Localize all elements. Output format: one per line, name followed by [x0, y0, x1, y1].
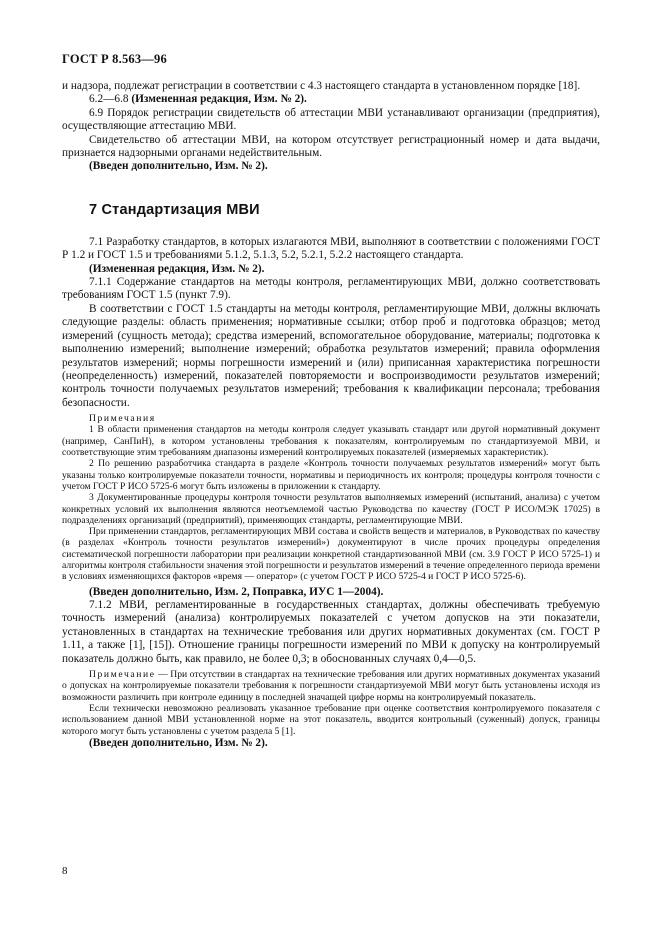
note-text: — При отсутствии в стандартах на технические требования или других нормативных документах указаний о допусках на контролируемые показатели требования к погрешности стандартизуемой МВИ могут быть установлены исходя из возможности различить при контроле единицу в последней значащей цифре нормы на контролируемый показатель. [62, 669, 600, 703]
note: Если технически невозможно реализовать указанное требование при оценке соответствия контролируемого показателя с использованием данной МВИ установленной норме на этот показатель, вводится контрольный (суженный) допуск, границы которого могут быть установлены с учетом раздела 5 [1]. [62, 702, 600, 737]
note: 2 По решению разработчика стандарта в разделе «Контроль точности получаемых результатов измерений» могут быть указаны только контролируемые показатели точности, нормативы и периодичность их контроля; процедуры контроля точности с учетом ГОСТ Р ИСО 5725-6 могут быть изложены в приложении к стандарту. [62, 458, 600, 492]
section-heading: 7 Стандартизация МВИ [89, 201, 260, 218]
amendment-note: (Измененная редакция, Изм. № 2). [89, 262, 265, 275]
note: 1 В области применения стандартов на методы контроля следует указывать стандарт или другой нормативный документ (например, СанПиН), в котором установлены требования к показателям, контролируемым по стандартизуемой МВИ, и соответствующие этим требованиям диапазоны измерений контролируемых показателей (измеряемых характеристик). [62, 424, 600, 459]
page-body [62, 80, 600, 750]
notes-title: Примечания [89, 413, 156, 425]
paragraph: 7.1.2 МВИ, регламентированные в государственных стандартах, должны обеспечивать требуемую точность измерений (анализа) контролируемых показателей с учетом допусков на эти показатели, установленных в стандартах на технические требования или других нормативных документах (см. ГОСТ Р 1.11, а также [1], [15]). Отношение границы погрешности измерений по МВИ к допуску на контролируемый показатель должно быть, как правило, не более 0,3; в обоснованных случаях 0,4—0,5. [62, 598, 600, 665]
page-number: 8 [62, 865, 68, 877]
paragraph-amendment [62, 93, 600, 106]
amendment-note: (Введен дополнительно, Изм. № 2). [89, 160, 268, 173]
note-label: Примечание [89, 669, 156, 681]
paragraph: 7.1.1 Содержание стандартов на методы контроля, регламентирующих МВИ, должно соответствовать требованиям ГОСТ 1.5 (пункт 7.9). [62, 276, 600, 302]
paragraph: 7.1 Разработку стандартов, в которых излагаются МВИ, выполняют в соответствии с положениями ГОСТ Р 1.2 и ГОСТ 1.5 и требованиями 5.1.2, 5.1.3, 5.2, 5.2.1, 5.2.2 настоящего стандарта. [62, 235, 600, 262]
amendment-note: (Введен дополнительно, Изм. 2, Поправка, ИУС 1—2004). [89, 585, 384, 598]
amendment-note: (Измененная редакция, Изм. № 2). [131, 93, 307, 106]
page-header: ГОСТ Р 8.563—96 [62, 52, 167, 66]
paragraph: Свидетельство об аттестации МВИ, на котором отсутствует регистрационный номер и дата выдачи, признается надзорными органами недействительным. [62, 133, 600, 160]
paragraph: и надзора, подлежат регистрации в соответствии с 4.3 настоящего стандарта в установленном порядке [18]. [62, 80, 581, 92]
paragraph: 6.9 Порядок регистрации свидетельств об аттестации МВИ устанавливают организации (предприятия), осуществляющие аттестацию МВИ. [62, 106, 600, 133]
note [62, 669, 600, 703]
amendment-note: (Введен дополнительно, Изм. № 2). [89, 736, 268, 749]
note: 3 Документированные процедуры контроля точности результатов выполняемых измерений (испытаний, анализа) с учетом конкретных условий их выполнения являются неотъемлемой частью Руководства по качеству (ГОСТ Р ИСО/МЭК 17025) в подразделениях организаций (предприятий), применяющих стандарты, регламентирующие МВИ. [62, 492, 600, 526]
paragraph: В соответствии с ГОСТ 1.5 стандарты на методы контроля, регламентирующие МВИ, должны включать следующие разделы: область применения; нормативные ссылки; отбор проб и подготовка образцов; метод измерений (сущность метода); средства измерений, вспомогательное оборудование, материалы; подготовка к выполнению измерений; выполнение измерений; обработка результатов измерений; правила оформления результатов измерений; нормы погрешности измерений и (или) приписанная характеристика погрешности (неопределенность) измерений, показателей повторяемости и воспроизводимости результатов измерений; контроль точности получаемых результатов измерений; требования к квалификации персонала; требования безопасности. [62, 302, 600, 409]
clause-number: 6.2—6.8 [89, 93, 129, 106]
note: При применении стандартов, регламентирующих МВИ состава и свойств веществ и материалов, в Руководствах по качеству (в разделах «Контроль точности результатов измерений») документируют в числе прочих процедуры определения систематической погрешности лаборатории при реализации конкретной стандартизованной МВИ (см. 3.9 ГОСТ Р ИСО 5725-1) и алгоритмы контроля стабильности значения этой погрешности и результатов измерений в течение определенного периода времени в условиях изменяющихся факторов «время — оператор» (с учетом ГОСТ Р ИСО 5725-4 и ГОСТ Р ИСО 5725-6). [62, 526, 600, 583]
